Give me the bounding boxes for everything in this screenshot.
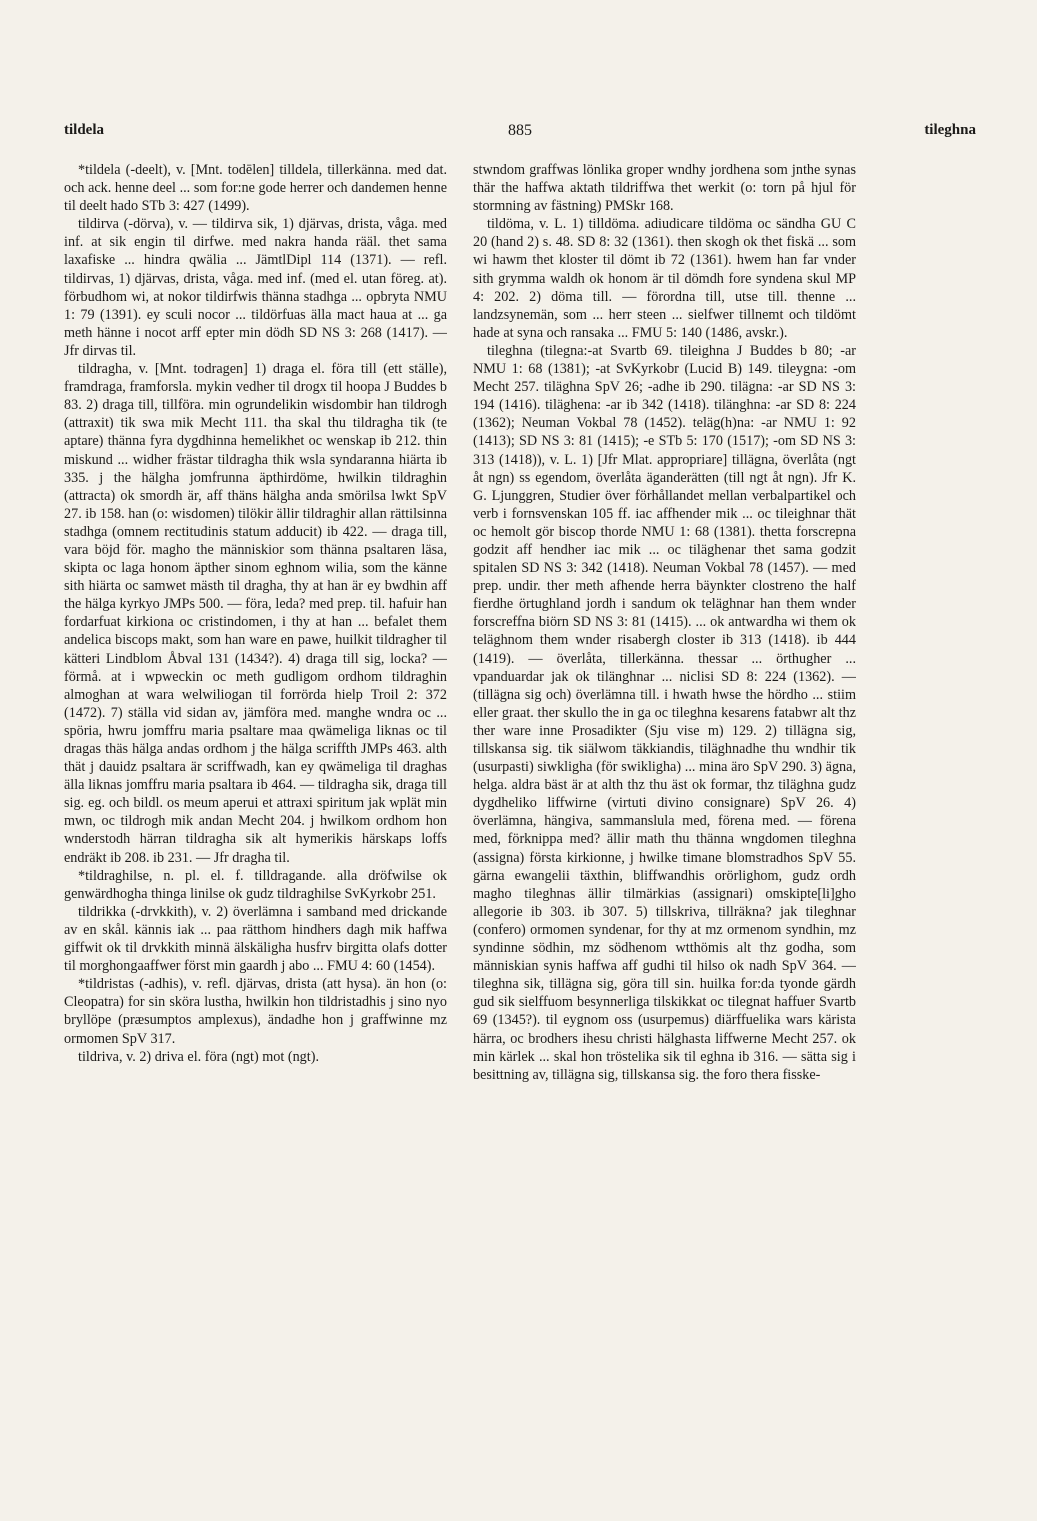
page-number: 885 [508,122,532,139]
entry-tildoma: tildöma, v. L. 1) tilldöma. adiudicare tildöma oc sändha GU C 20 (hand 2) s. 48. SD 8: 32 (1361). then skogh ok thet fiskä ... som wi hawm thet kloster til dömt ib 72 (1361). hwem han far vnder sith grymma waldh ok honom är til dömdh fore syndena skul MP 4: 202. 2) döma till. — förordna till, utse till. thenne ... landzsynemän, som ... herr steen ... sielfwer tillnemt och tildömt hade at syna och ransaka ... FMU 5: 140 (1486, avskr.). [473,216,856,341]
entry-tildriva: tildriva, v. 2) driva el. föra (ngt) mot (ngt). [78,1048,319,1065]
page-header [64,122,976,144]
entry-tileghna: tileghna (tilegna:-at Svartb 69. tileighna J Buddes b 80; -ar NMU 1: 68 (1381); -at SvKyrkobr (Lucid B) 149. tileygna: -om Mecht 257. tiläghna SpV 26; -adhe ib 290. tilägna: -ar SD NS 3: 194 (1416). tiläghena: -ar ib 342 (1418). tilänghna: -ar SD 8: 224 (1362); Neuman Vokbal 78 (1452). teläg(h)na: -ar NMU 1: 92 (1413); SD NS 3: 81 (1415); -e STb 5: 170 (1517); -om SD NS 3: 313 (1418)), v. L. 1) [Jfr Mlat. appropriare] tillägna, överlåta (ngt åt ngn) ss egendom, överlåta äganderätten (till ngt åt ngn). Jfr K. G. Ljunggren, Studier över förhållandet mellan verbalpartikel och verb i fornsvenskan 105 ff. iac affhender mik ... oc tileighnar thät oc hemolt gör biscop thorde NMU 1: 68 (1381). thetta forscrepna godzit aff hendher iac mik ... oc tiläghenar thet sama godzit spitalen SD NS 3: 342 (1418). Neuman Vokbal 78 (1457). — med prep. undir. ther meth afhende herra bäynkter clostreno the half fierdhe örtughland jordh i sandum ok teläghnar han them wnder forscreffna biörn SD NS 3: 81 (1415). ... ok antwardha wi them ok teläghnom them wnder risabergh closter ib 313 (1418). ib 444 (1419). — överlåta, tillerkänna. thessar ... örthugher ... vpanduardar jak ok tilänghnar ... niclisi SD 8: 224 (1362). — (tillägna sig och) överlämna till. i hwath hwse the hördho ... stiim eller graat. ther skullo the in ga oc tileghna kesarens fatabwr alt thz ther ware inne Prosadikter (Sju vise m) 129. 2) tillägna sig, tillskansa sig. tik siälwom täkkiandis, tiläghnadhe thu wndhir tik (usurpasti) siwkligha (för swikligha) ... mina äro SpV 290. 3) ägna, helga. aldra bäst är at alth thz thu äst ok formar, thz tiläghna gudz dygdheliko liffwirne (virtuti divino consignare) SpV 26. 4) överlämna, hängiva, sammanslula med, förena med. — förena med, förknippa med? ällir math thu thänna wngdomen tileghna (assigna) första kirkionne, j hwilke timane blomstradhos SpV 55. gärna ewangelii täxthin, bliffwandhis orörlighom, gudz ordh magho tileghnas ällir tilmärkias (assignari) omskipte[li]gho allegorie ib 303. ib 307. 5) tillskriva, tillräkna? jak tileghnar (confero) ormomen syndenar, for thy at mz ormenom syndhin, mz syndinne södhin, mz södhenom wtthömis alt thz godha, som människian synis haffwa aff gudhi til hilso ok nadh SpV 364. — tileghna sik, tillägna sig, göra till sin. huilka for:da tyonde gärdh gud sik sielffuom besynnerliga tilskikkat oc tilegnat haffuer Svartb 69 (1345?). til eygnom oss (usurpemus) diärffuelika wars kärista härra, oc brodhers ihesu christi hälghasta liffwerne Mecht 257. ok min kärlek ... skal hon tröstelika sik til eghna ib 316. — sätta sig i besittning av, tillägna sig, tillskansa sig. the foro thera fisske- [473,342,856,1083]
left-column [64,161,447,1391]
entry-tildristas: *tildristas (-adhis), v. refl. djärvas, drista (att hysa). än hon (o: Cleopatra) for sin sköra lustha, hwilkin hon tildristadhis j sino nyo bryllöpe (præsumptos amplexus), ändadhe hon j graffwinne mz ormomen SpV 317. [64,976,447,1047]
entry-tildragha: tildragha, v. [Mnt. todragen] 1) draga el. föra till (ett ställe), framdraga, framforsla. mykin vedher til drogx til hoopa J Buddes b 83. 2) draga till, tillföra. min ogrundelikin wisdombir han tildrogh (attraxit) tik swa mik Mecht 111. tha skal thu tildragha tik (te aptare) thänna fyra dygdhinna hemelikhet oc wenskap ib 212. thin miskund ... widher frästar tildragha thik wsla syndaranna hiärta ib 335. j the hälgha jomfrunna äpthirdöme, hwilkin tildraghin (attracta) ok smordh är, aff thäns hälgha anda smörilsa lwkt SpV 27. ib 158. han (o: wisdomen) tilökir ällir tildraghir allan rättilsinna stadhga (omnem rectitudinis statum adducit) ib 422. — draga till, vara böjd för. magho the människior som thänna psaltaren läsa, skipta oc laga honom äpther sinom eghnom wilia, som the känne sith hiärta oc samwet mästh til dragha, thy at han är ey bwdhin aff the hälga kyrkyo JMPs 500. — föra, leda? med prep. til. hafuir han fordarfuat kirkiona oc cristindomen, i thy at han ... befalet them andelica biscops makt, som han ware en pawe, huilkit tildragher til kätteri Lindblom Åbval 131 (1434?). 4) draga till sig, locka? — förmå. at i wpweckin oc meth gudligom ordhom tildraghin almoghan at wara welwiliogan til forrörda hielp Troil 2: 372 (1472). 7) ställa vid sidan av, jämföra med. manghe wndra oc ... spöria, hwru jomffru maria psaltare maa qwämeliga liknas oc til dragas thäs hälga andas ordhom j the hälga scriffth JMPs 463. alth thät j dauidz psaltara är scriffwadh, kan ey qwämeliga til draghas älla liknas jomffru maria psaltara ib 464. — tildragha sik, draga till sig. eg. och bildl. os meum aperui et attraxi spiritum jak wplät min mwn, oc tildrogh mik andan Mecht 204. j hwilkom ordhom hon wnderstodh härran tildragha sik alt hymerikis härskaps loffs endräkt ib 208. ib 231. — Jfr dragha til. [64,361,447,866]
entry-tildriva-continued: stwndom graffwas lönlika groper wndhy jordhena som jnthe synas thär the haffwa aktath tildriffwa thet werkit (o: torn på hjul för stormning av fästning) PMSkr 168. [473,162,856,215]
entry-tildela: *tildela (-deelt), v. [Mnt. todēlen] tilldela, tillerkänna. med dat. och ack. henne deel ... som for:ne gode herrer och dandemen henne til deelt hado STb 3: 427 (1499). [64,162,447,215]
entry-tildrikka: tildrikka (-drvkkith), v. 2) överlämna i samband med drickande av en skål. kännis iak ... paa rätthom hindhers dagh mik haffwa giffwit ok til drvkkith minnä älskäligha husfrv birgitta olafs dotter til morghongaaffwer först min gaardh j abo ... FMU 4: 60 (1454). [64,903,447,975]
entry-tildirva: tildirva (-dörva), v. — tildirva sik, 1) djärvas, drista, våga. med inf. at sik engin til dirfwe. med nakra handa rääl. thet sama laxafiske ... hindra qwälia ... JämtlDipl 114 (1371). — refl. tildirvas, 1) djärvas, drista, våga. med inf. (med el. utan föreg. at). förbudhom wi, at nokor tildirfwis thänna stadhga ... opbryta NMU 1: 79 (1391). ey sculi nocor ... tildörfuas älla mact haua at ... ga meth hänne i nocot arff epter min dödh SD NS 3: 268 (1417). — Jfr dirvas til. [64,216,447,359]
header-right-guide-word: tileghna [924,122,976,138]
header-left-guide-word: tildela [64,122,104,138]
entry-tildraghilse: *tildraghilse, n. pl. el. f. tilldragande. alla dröfwilse ok genwärdhogha thinga linilse ok gudz tildraghilse SvKyrkobr 251. [64,867,447,902]
right-column [473,161,856,1391]
